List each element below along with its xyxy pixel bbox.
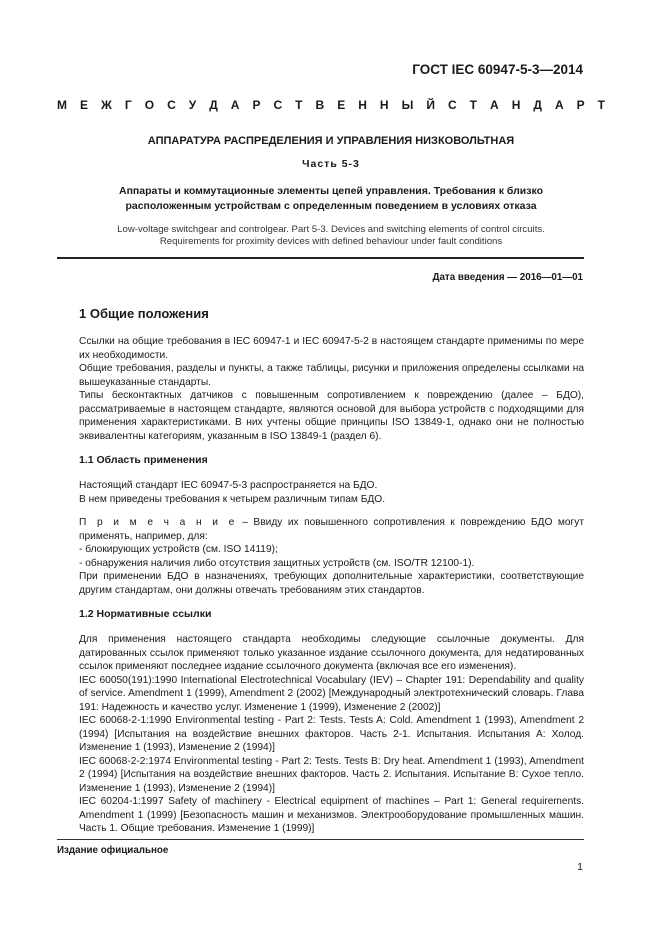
note [79,516,584,543]
subtitle-line-1: Аппараты и коммутационные элементы цепей управления. Требования к близко [119,185,543,197]
note-item: - блокирующих устройств (см. ISO 14119); [79,544,278,555]
note-item: - обнаружения наличия либо отсутствия защитных устройств (см. ISO/TR 12100-1). [79,557,475,569]
reference-item: IEC 60068-2-2:1974 Environmental testing - Part 2: Tests. Tests B: Dry heat. Amendment 1 (1993), Amendment 2 (1994) [Испытания на воздействие внешних факторов. Часть 2. Испытания. Испытание В: Сухое тепло. Изменение 1 (1993), Изменение 2 (1994)] [79,755,584,794]
reference-item: IEC 60050(191):1990 International Electrotechnical Vocabulary (IEV) – Chapter 191: Dependability and quality of service. Amendment 1 (1999), Amendment 2 (2002) [Международный электротехнический словарь. Глава 191: Надежность и качество услуг. Изменение 1 (1999), Изменение 2 (2002)] [79,674,584,713]
paragraph: Типы бесконтактных датчиков с повышенным сопротивлением к повреждению (далее – БДО), рассматриваемые в настоящем стандарте, являются основой для выбора устройств с подходящими для применения характеристиками. В них учтены общие принципы ISO 13849-1, однако они не полностью эквивалентны категориям, указанным в ISO 13849-1 (раздел 6). [79,390,584,442]
part-number: Часть 5-3 [302,158,360,170]
subtitle-line-2: расположенным устройствам с определенным поведением в условиях отказа [125,200,537,212]
english-title-line-1: Low-voltage switchgear and controlgear. Part 5-3. Devices and switching elements of control circuits. [117,224,545,235]
page-number: 1 [577,861,583,873]
subsection-heading-references: 1.2 Нормативные ссылки [79,608,212,620]
section-heading: 1 Общие положения [79,306,209,321]
document-body [79,306,584,836]
paragraph: Ссылки на общие требования в IEC 60947-1 и IEC 60947-5-2 в настоящем стандарте применимы по мере их необходимости. [79,336,584,361]
reference-item: IEC 60204-1:1997 Safety of machinery - Electrical equipment of machines – Part 1: General requirements. Amendment 1 (1999) [Безопасность машин и механизмов. Электрооборудование промышленных машин. Часть 1. Общие требования. Изменение 1 (1999)] [79,796,584,834]
introduction-date: Дата введения — 2016—01—01 [432,272,583,283]
document-title: АППАРАТУРА РАСПРЕДЕЛЕНИЯ И УПРАВЛЕНИЯ НИЗКОВОЛЬТНАЯ [147,135,515,147]
footer-divider [57,839,584,840]
standard-code: ГОСТ IEC 60947-5-3—2014 [412,62,583,77]
official-edition-label: Издание официальное [57,845,169,856]
paragraph: В нем приведены требования к четырем различным типам БДО. [79,493,386,505]
reference-item: IEC 60068-2-1:1990 Environmental testing - Part 2: Tests. Tests A: Cold. Amendment 1 (1993), Amendment 2 (1994) [Испытания на воздействие внешних факторов. Часть 2-1. Испытания. Испытания А: Холод. Изменение 1 (1993), Изменение 2 (1994)] [79,715,584,753]
subsection-heading-scope: 1.1 Область применения [79,454,208,466]
document-subtitle [57,184,605,214]
title-divider [57,257,584,259]
interstate-standard-banner: М Е Ж Г О С У Д А Р С Т В Е Н Н Ы Й С Т А Н Д А Р Т [57,98,605,112]
paragraph: Для применения настоящего стандарта необходимы следующие ссылочные документы. Для датированных ссылок применяют только указанное издание ссылочного документа, для недатированных ссылок применяют последнее издание ссылочного документа (включая все его изменения). [79,634,584,672]
paragraph: При применении БДО в назначениях, требующих дополнительные характеристики, соответствующие другим стандартам, они должны отвечать требованиям этих стандартов. [79,571,584,596]
note-text: – Ввиду их повышенного сопротивления к повреждению БДО могут применять, например, для: [79,517,584,542]
english-title [57,224,605,248]
paragraph: Настоящий стандарт IEC 60947-5-3 распространяется на БДО. [79,480,378,491]
paragraph: Общие требования, разделы и пункты, а также таблицы, рисунки и приложения определены ссылками на вышеуказанные стандарты. [79,363,584,388]
note-label: П р и м е ч а н и е [79,517,237,528]
english-title-line-2: Requirements for proximity devices with defined behaviour under fault conditions [159,236,503,247]
